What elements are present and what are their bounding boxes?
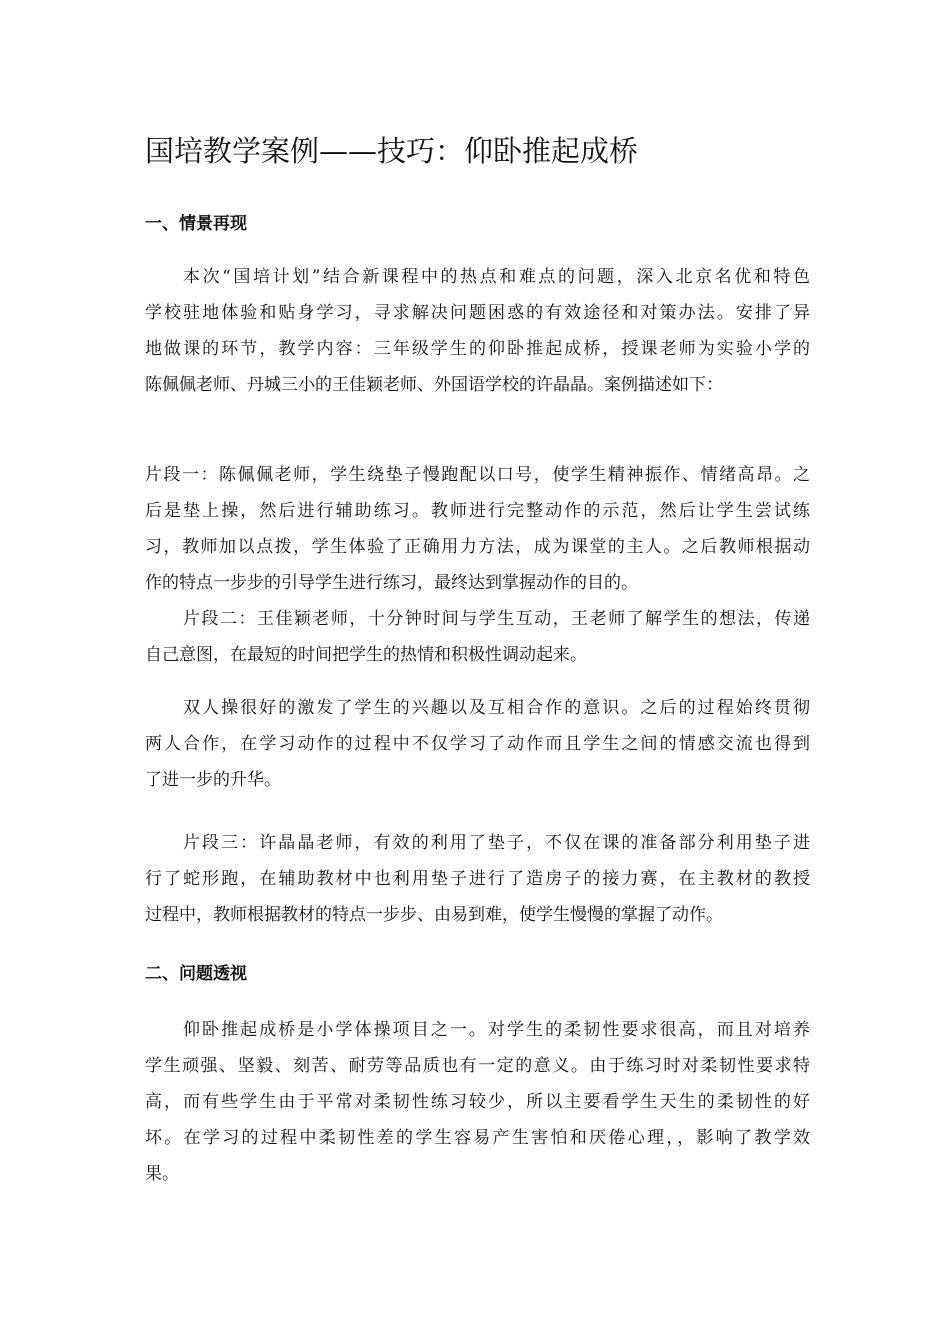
paragraph-line: 学生顽强、坚毅、刻苦、耐劳等品质也有一定的意义。由于练习时对柔韧性要求特: [145, 1056, 810, 1076]
paragraph-line: 片段一：陈佩佩老师，学生绕垫子慢跑配以口号，使学生精神振作、情绪高昂。之: [145, 465, 810, 485]
paragraph-intro: [145, 259, 810, 403]
paragraph-segment-three: [145, 825, 810, 933]
paragraph-line: 双人操很好的激发了学生的兴趣以及互相合作的意识。之后的过程始终贯彻: [183, 698, 810, 718]
paragraph-line: 陈佩佩老师、丹城三小的王佳颖老师、外国语学校的许晶晶。案例描述如下：: [145, 375, 723, 395]
paragraph-analysis: [145, 1012, 810, 1192]
paragraph-line: 行了蛇形跑，在辅助教材中也利用垫子进行了造房子的接力赛，在主教材的教授: [145, 869, 810, 889]
paragraph-segment-one: [145, 457, 810, 601]
paragraph-line: 了进一步的升华。: [145, 770, 281, 790]
paragraph-line: 果。: [145, 1164, 179, 1184]
paragraph-pair-exercise: [145, 690, 810, 798]
paragraph-line: 作的特点一步步的引导学生进行练习，最终达到掌握动作的目的。: [145, 573, 638, 593]
paragraph-line: 两人合作，在学习动作的过程中不仅学习了动作而且学生之间的情感交流也得到: [145, 734, 810, 754]
section-heading-analysis: 二、问题透视: [145, 964, 247, 984]
paragraph-line: 自己意图，在最短的时间把学生的热情和积极性调动起来。: [145, 645, 587, 665]
document-title: 国培教学案例——技巧：仰卧推起成桥: [145, 134, 639, 168]
paragraph-line: 习，教师加以点拨，学生体验了正确用力方法，成为课堂的主人。之后教师根据动: [145, 537, 810, 557]
paragraph-line: 片段三：许晶晶老师，有效的利用了垫子，不仅在课的准备部分利用垫子进: [183, 833, 810, 853]
paragraph-line: 本次“国培计划”结合新课程中的热点和难点的问题，深入北京名优和特色: [183, 267, 810, 287]
paragraph-line: 过程中，教师根据教材的特点一步步、由易到难，使学生慢慢的掌握了动作。: [145, 905, 723, 925]
paragraph-line: 坏。在学习的过程中柔韧性差的学生容易产生害怕和厌倦心理，，影响了教学效: [145, 1128, 810, 1148]
paragraph-line: 仰卧推起成桥是小学体操项目之一。对学生的柔韧性要求很高，而且对培养: [183, 1020, 810, 1040]
paragraph-line: 后是垫上操，然后进行辅助练习。教师进行完整动作的示范，然后让学生尝试练: [145, 501, 810, 521]
paragraph-segment-two: [145, 601, 810, 673]
section-heading-scenario: 一、情景再现: [145, 214, 247, 234]
paragraph-line: 地做课的环节，教学内容：三年级学生的仰卧推起成桥，授课老师为实验小学的: [145, 339, 810, 359]
paragraph-line: 高，而有些学生由于平常对柔韧性练习较少，所以主要看学生天生的柔韧性的好: [145, 1092, 810, 1112]
paragraph-line: 学校驻地体验和贴身学习，寻求解决问题困惑的有效途径和对策办法。安排了异: [145, 303, 810, 323]
paragraph-line: 片段二：王佳颖老师，十分钟时间与学生互动，王老师了解学生的想法，传递: [183, 609, 810, 629]
